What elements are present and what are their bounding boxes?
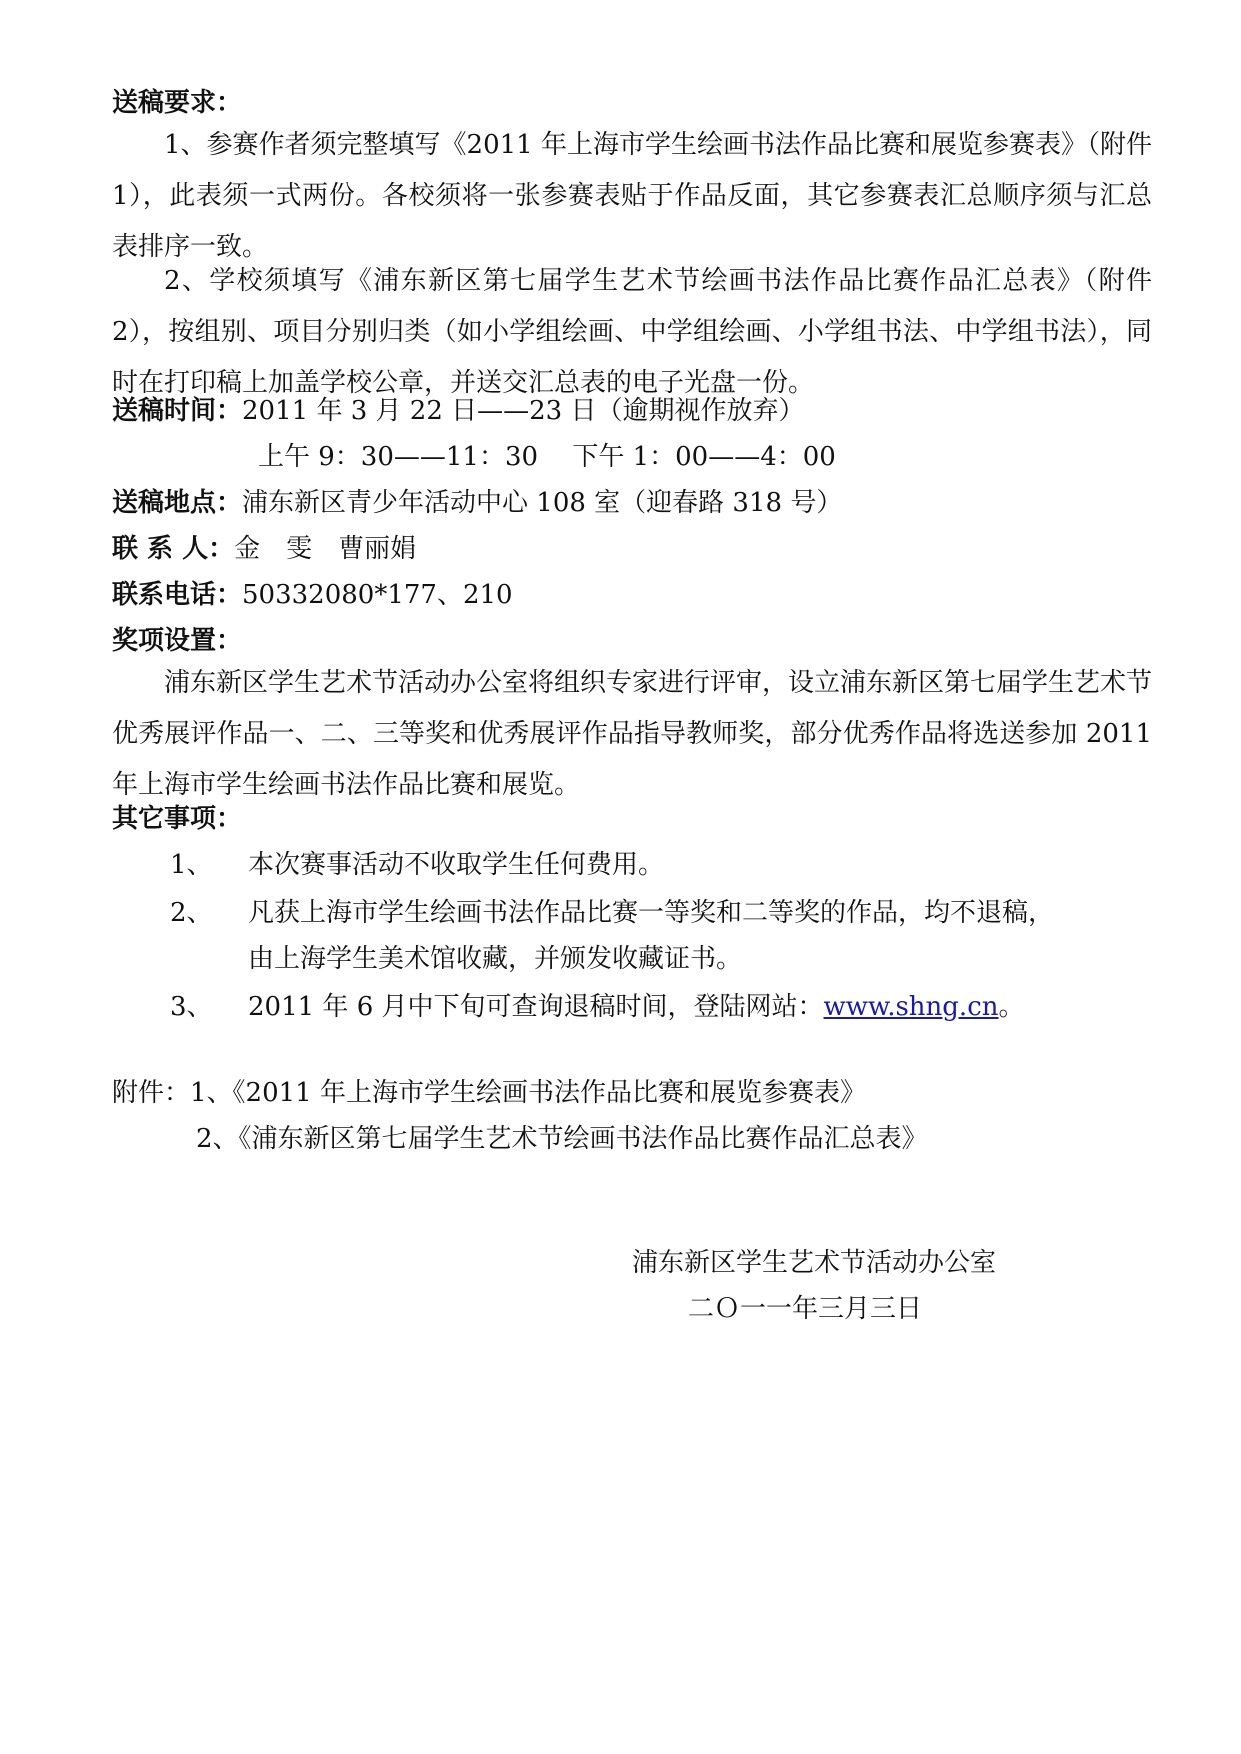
contact-person-row	[112, 524, 416, 575]
other-item-3-suffix: 。	[998, 992, 1025, 1022]
other-item-2	[170, 888, 1150, 939]
other-item-3	[170, 982, 1150, 1033]
submission-place-row	[112, 478, 842, 529]
submission-time-label: 送稿时间：	[112, 396, 243, 426]
requirement-item-1: 1、参赛作者须完整填写《2011 年上海市学生绘画书法作品比赛和展览参赛表》（附件 1），此表须一式两份。各校须将一张参赛表贴于作品反面，其它参赛表汇总顺序须与汇总表排序一致。	[112, 130, 1152, 262]
other-matters-heading: 其它事项：	[112, 804, 243, 834]
submission-requirements-heading: 送稿要求：	[112, 88, 243, 118]
other-item-2-text: 凡获上海市学生绘画书法作品比赛一等奖和二等奖的作品，均不退稿，	[248, 898, 1055, 928]
contact-phone-label: 联系电话：	[112, 580, 243, 610]
requirement-item-2: 2、学校须填写《浦东新区第七届学生艺术节绘画书法作品比赛作品汇总表》（附件 2），按组别、项目分别归类（如小学组绘画、中学组绘画、小学组书法、中学组书法），同时在打印稿上加盖学校公章，并送交汇总表的电子光盘一份。	[112, 266, 1152, 398]
other-item-2-continuation: 由上海学生美术馆收藏，并颁发收藏证书。	[248, 944, 743, 974]
other-item-1-number: 1、	[170, 850, 213, 880]
submission-place-value: 浦东新区青少年活动中心 108 室（迎春路 318 号）	[242, 488, 843, 518]
submission-time-date: 2011 年 3 月 22 日——23 日（逾期视作放弃）	[242, 396, 805, 426]
contact-phone-value: 50332080*177、210	[242, 580, 513, 610]
submission-place-label: 送稿地点：	[112, 488, 243, 518]
other-item-1	[170, 840, 1150, 891]
awards-text: 浦东新区学生艺术节活动办公室将组织专家进行评审，设立浦东新区第七届学生艺术节优秀展评作品一、二、三等奖和优秀展评作品指导教师奖，部分优秀作品将选送参加 2011 年上海市学生绘画书法作品比赛和展览。	[112, 668, 1153, 800]
other-item-2-number: 2、	[170, 898, 213, 928]
contact-phone-row	[112, 570, 513, 621]
contact-person-value: 金 雯 曹丽娟	[234, 534, 417, 564]
submission-time-hours: 上午 9：30——11：30 下午 1：00——4：00	[258, 442, 836, 472]
submission-time-row	[112, 386, 804, 437]
other-item-1-text: 本次赛事活动不收取学生任何费用。	[248, 850, 665, 880]
contact-person-label: 联 系 人：	[112, 534, 235, 564]
other-item-3-text	[248, 982, 1025, 1033]
attachments-line-1: 附件：1、《2011 年上海市学生绘画书法作品比赛和展览参赛表》	[112, 1078, 866, 1108]
awards-heading: 奖项设置：	[112, 626, 243, 656]
other-item-3-number: 3、	[170, 992, 213, 1022]
signature-date: 二Ｏ一一年三月三日	[688, 1294, 923, 1324]
signature-office: 浦东新区学生艺术节活动办公室	[632, 1248, 997, 1278]
attachments-line-2: 2、《浦东新区第七届学生艺术节绘画书法作品比赛作品汇总表》	[196, 1124, 928, 1154]
website-link[interactable]: www.shng.cn	[823, 992, 999, 1022]
other-item-3-lead: 2011 年 6 月中下旬可查询退稿时间，登陆网站：	[248, 992, 824, 1022]
